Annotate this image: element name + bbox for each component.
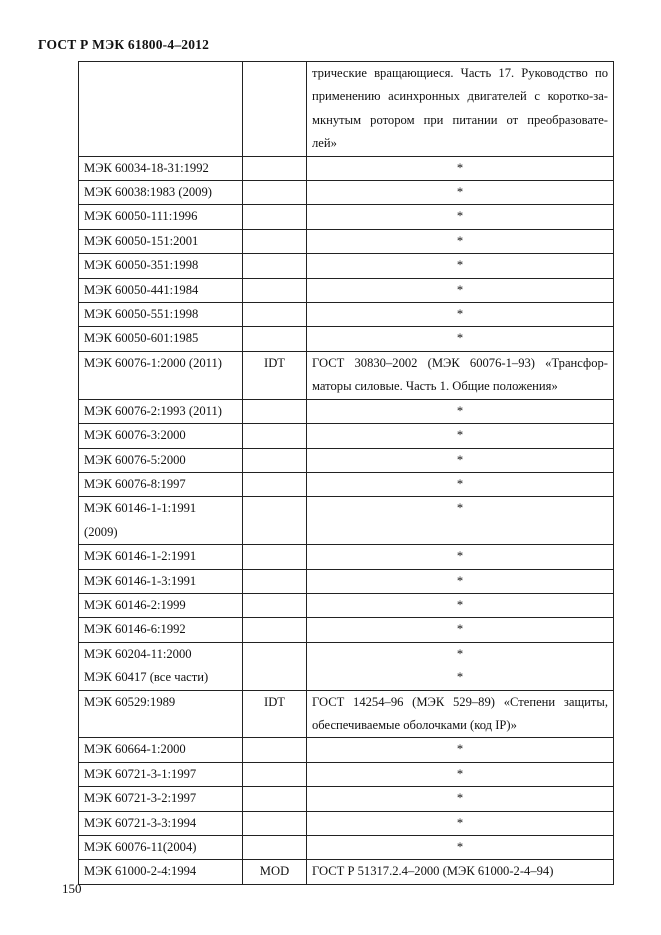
table-row [79, 424, 614, 448]
star-cell: * [307, 569, 614, 593]
description-line: ГОСТ Р 51317.2.4–2000 (МЭК 61000-2-4–94) [312, 864, 554, 879]
star-cell: * [307, 738, 614, 762]
table-row [79, 642, 614, 690]
std-cell: МЭК 60664-1:2000 [79, 738, 243, 762]
std-cell: МЭК 60529:1989 [79, 690, 243, 738]
star-cell: * [307, 787, 614, 811]
description-line: маторы силовые. Часть 1. Общие положения» [312, 379, 558, 394]
star-cell: * [307, 448, 614, 472]
table-row [79, 448, 614, 472]
star-cell: * [307, 156, 614, 180]
std-cell: МЭК 60076-5:2000 [79, 448, 243, 472]
table-row [79, 860, 614, 884]
conformity-cell [243, 327, 307, 351]
star-cell: * [307, 181, 614, 205]
conformity-cell [243, 399, 307, 423]
conformity-cell [243, 156, 307, 180]
conformity-cell [243, 545, 307, 569]
conformity-cell [243, 497, 307, 545]
star-cell: * [307, 472, 614, 496]
std-cell: МЭК 60050-151:2001 [79, 229, 243, 253]
conformity-cell [243, 738, 307, 762]
conformity-cell: IDT [243, 351, 307, 399]
std-cell: МЭК 60050-111:1996 [79, 205, 243, 229]
table-row [79, 811, 614, 835]
description-line: ГОСТ 14254–96 (МЭК 529–89) «Степени защиты, [312, 694, 608, 709]
std-cell: МЭК 60076-3:2000 [79, 424, 243, 448]
description-cell [307, 351, 614, 399]
std-cell: МЭК 61000-2-4:1994 [79, 860, 243, 884]
table-row [79, 545, 614, 569]
table-row [79, 787, 614, 811]
std-cell: МЭК 60721-3-1:1997 [79, 762, 243, 786]
std-line: (2009) [84, 524, 118, 539]
conformity-cell [243, 787, 307, 811]
star-cell: * [307, 278, 614, 302]
std-cell: МЭК 60050-551:1998 [79, 303, 243, 327]
table-row [79, 327, 614, 351]
star-cell: * [307, 229, 614, 253]
table-row [79, 618, 614, 642]
table-row [79, 593, 614, 617]
description-cell [307, 860, 614, 884]
conformity-cell [243, 762, 307, 786]
std-cell: МЭК 60034-18-31:1992 [79, 156, 243, 180]
std-cell: МЭК 60076-11(2004) [79, 836, 243, 860]
conformity-cell [243, 593, 307, 617]
star-cell: * [307, 205, 614, 229]
conformity-cell [243, 229, 307, 253]
table-row [79, 351, 614, 399]
description-line: трические вращающиеся. Часть 17. Руководство по [312, 66, 608, 80]
table-row [79, 181, 614, 205]
conformity-cell: MOD [243, 860, 307, 884]
std-cell: МЭК 60146-1-3:1991 [79, 569, 243, 593]
table-row [79, 497, 614, 545]
conformity-cell [243, 811, 307, 835]
conformity-cell [243, 642, 307, 690]
page-number: 150 [62, 881, 82, 896]
conformity-cell [243, 836, 307, 860]
conformity-cell [243, 181, 307, 205]
description-line: лей» [312, 136, 337, 151]
star-cell: * [307, 836, 614, 860]
std-cell: МЭК 60721-3-2:1997 [79, 787, 243, 811]
document-header: ГОСТ Р МЭК 61800-4–2012 [38, 37, 210, 52]
table-row [79, 690, 614, 738]
conformity-cell: IDT [243, 690, 307, 738]
std-cell: МЭК 60076-8:1997 [79, 472, 243, 496]
table-row [79, 472, 614, 496]
conformity-cell [243, 205, 307, 229]
star-cell: * [307, 545, 614, 569]
description-line: мкнутым ротором при питании от преобразовате- [312, 112, 608, 127]
std-cell: МЭК 60146-1-2:1991 [79, 545, 243, 569]
standards-correspondence-table [78, 61, 614, 885]
star-cell: * [307, 497, 614, 545]
conformity-cell [243, 472, 307, 496]
table-row [79, 205, 614, 229]
table-row [79, 278, 614, 302]
table-row [79, 738, 614, 762]
conformity-cell [243, 62, 307, 157]
table-row [79, 836, 614, 860]
conformity-cell [243, 424, 307, 448]
star-cell: * [307, 399, 614, 423]
table-row [79, 303, 614, 327]
description-cell [307, 690, 614, 738]
std-cell: МЭК 60076-1:2000 (2011) [79, 351, 243, 399]
table-row [79, 229, 614, 253]
conformity-cell [243, 303, 307, 327]
description-line: применению асинхронных двигателей с коротко-за- [312, 89, 608, 104]
std-cell: МЭК 60146-2:1999 [79, 593, 243, 617]
std-cell: МЭК 60721-3-3:1994 [79, 811, 243, 835]
conformity-cell [243, 618, 307, 642]
std-line: МЭК 60417 (все части) [84, 670, 209, 685]
std-cell: МЭК 60038:1983 (2009) [79, 181, 243, 205]
star-cell [307, 642, 614, 690]
std-cell: МЭК 60050-601:1985 [79, 327, 243, 351]
table-row [79, 254, 614, 278]
star-cell: * [307, 811, 614, 835]
table-row [79, 762, 614, 786]
table-row [79, 62, 614, 157]
conformity-cell [243, 278, 307, 302]
std-cell: МЭК 60050-441:1984 [79, 278, 243, 302]
description-cell [307, 62, 614, 157]
std-cell: МЭК 60146-6:1992 [79, 618, 243, 642]
table-row [79, 399, 614, 423]
std-cell [79, 642, 243, 690]
std-cell [79, 497, 243, 545]
star-cell: * [307, 327, 614, 351]
std-cell [79, 62, 243, 157]
conformity-cell [243, 254, 307, 278]
description-line: обеспечиваемые оболочками (код IP)» [312, 717, 517, 732]
star-cell: * [307, 254, 614, 278]
table-row [79, 156, 614, 180]
star-cell: * [307, 618, 614, 642]
conformity-cell [243, 569, 307, 593]
star-mark: * [456, 670, 464, 685]
table-row [79, 569, 614, 593]
std-line: МЭК 60146-1-1:1991 [84, 501, 197, 516]
star-cell: * [307, 593, 614, 617]
conformity-cell [243, 448, 307, 472]
star-mark: * [456, 646, 464, 661]
std-cell: МЭК 60076-2:1993 (2011) [79, 399, 243, 423]
star-cell: * [307, 762, 614, 786]
star-cell: * [307, 424, 614, 448]
description-line: ГОСТ 30830–2002 (МЭК 60076-1–93) «Трансфор- [312, 355, 608, 370]
std-cell: МЭК 60050-351:1998 [79, 254, 243, 278]
star-cell: * [307, 303, 614, 327]
std-line: МЭК 60204-11:2000 [84, 646, 192, 661]
